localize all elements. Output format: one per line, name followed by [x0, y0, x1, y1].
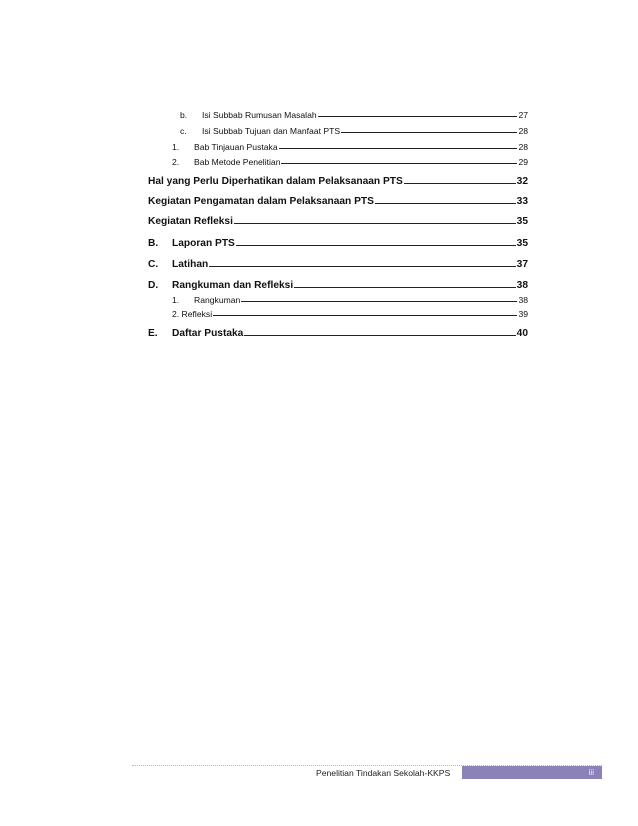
toc-entry-number: C.	[148, 259, 159, 270]
toc-leader-line	[294, 287, 516, 288]
toc-leader-line	[241, 301, 517, 302]
toc-entry-title: Bab Metode Penelitian	[194, 157, 281, 167]
toc-entry[interactable]	[148, 176, 528, 187]
toc-entry-page: 28	[518, 126, 528, 136]
toc-entry-title: Latihan	[172, 259, 209, 270]
toc-leader-line	[244, 335, 515, 336]
toc-entry[interactable]	[180, 126, 528, 136]
toc-entry-number: B.	[148, 238, 159, 249]
toc-entry[interactable]	[172, 309, 528, 319]
toc-entry[interactable]	[172, 157, 528, 167]
toc-entry-title: Kegiatan Pengamatan dalam Pelaksanaan PTS	[148, 196, 374, 207]
toc-entry[interactable]	[172, 295, 528, 305]
toc-entry-page: 28	[518, 142, 528, 152]
footer-page-number: iii	[588, 768, 594, 777]
toc-entry[interactable]	[148, 259, 528, 270]
toc-entry-title: 2. Refleksi	[172, 309, 213, 319]
toc-leader-line	[234, 223, 516, 224]
toc-entry-page: 38	[516, 280, 528, 291]
toc-entry[interactable]	[180, 110, 528, 120]
toc-entry-page: 35	[516, 216, 528, 227]
toc-entry-title: Kegiatan Refleksi	[148, 216, 233, 227]
toc-leader-line	[375, 203, 516, 204]
toc-entry-page: 39	[518, 309, 528, 319]
toc-entry-number: 1.	[172, 295, 180, 305]
toc-entry[interactable]	[148, 216, 528, 227]
toc-entry-title: Isi Subbab Rumusan Masalah	[202, 110, 317, 120]
toc-entry[interactable]	[148, 196, 528, 207]
toc-entry-page: 35	[516, 238, 528, 249]
toc-entry-page: 29	[518, 157, 528, 167]
toc-entry-number: 2.	[172, 157, 180, 167]
toc-entry-page: 40	[516, 328, 528, 339]
toc-leader-line	[341, 132, 517, 133]
toc-entry-number: E.	[148, 328, 158, 339]
toc-entry-title: Rangkuman	[194, 295, 241, 305]
toc-entry-title: Bab Tinjauan Pustaka	[194, 142, 278, 152]
toc-entry-page: 32	[516, 176, 528, 187]
toc-entry-number: D.	[148, 280, 159, 291]
toc-entry-number: c.	[180, 126, 187, 136]
footer-page-bar	[462, 766, 602, 779]
toc-leader-line	[209, 266, 515, 267]
toc-leader-line	[404, 183, 516, 184]
toc-entry-title: Laporan PTS	[172, 238, 235, 249]
toc-leader-line	[318, 116, 518, 117]
toc-entry-title: Rangkuman dan Refleksi	[172, 280, 294, 291]
toc-leader-line	[279, 148, 518, 149]
toc-entry[interactable]	[172, 142, 528, 152]
toc-entry-page: 38	[518, 295, 528, 305]
toc-entry-page: 27	[518, 110, 528, 120]
toc-entry-page: 33	[516, 196, 528, 207]
toc-entry-title: Isi Subbab Tujuan dan Manfaat PTS	[202, 126, 341, 136]
toc-entry-number: 1.	[172, 142, 180, 152]
toc-leader-line	[213, 315, 517, 316]
toc-entry-page: 37	[516, 259, 528, 270]
toc-entry-number: b.	[180, 110, 188, 120]
toc-entry-title: Daftar Pustaka	[172, 328, 244, 339]
toc-leader-line	[236, 245, 516, 246]
toc-entry[interactable]	[148, 328, 528, 339]
footer-title: Penelitian Tindakan Sekolah-KKPS	[316, 768, 451, 778]
toc-leader-line	[281, 163, 517, 164]
toc-entry[interactable]	[148, 238, 528, 249]
toc-entry[interactable]	[148, 280, 528, 291]
toc-entry-title: Hal yang Perlu Diperhatikan dalam Pelaksanaan PTS	[148, 176, 403, 187]
